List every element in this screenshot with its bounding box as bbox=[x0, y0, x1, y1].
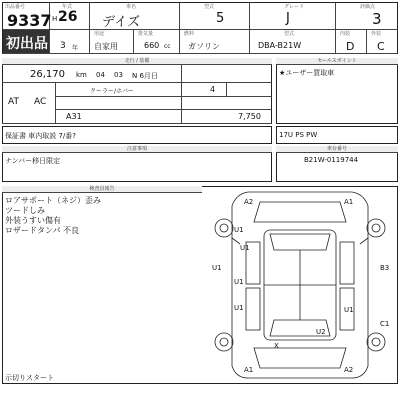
model-name: デイズ bbox=[102, 15, 140, 30]
mileage-unit: km bbox=[76, 71, 87, 79]
mark-left-rear-door: U1 bbox=[234, 278, 244, 286]
mark-rear-left: A1 bbox=[244, 366, 254, 374]
notes-title: ナンバー移日限定 bbox=[5, 157, 61, 165]
seats-right bbox=[227, 83, 272, 97]
inspection-line-4: ロザードタンパ 不良 bbox=[5, 226, 79, 235]
interior-grade: D bbox=[346, 40, 355, 53]
color-code: A31 bbox=[66, 112, 82, 121]
mileage-value: 26,170 bbox=[30, 69, 65, 80]
exterior-grade: C bbox=[377, 40, 385, 53]
mark-left-front-door: U1 bbox=[240, 244, 250, 252]
color-cell bbox=[56, 110, 182, 124]
shaken-note: N 6月日 bbox=[132, 72, 158, 80]
frame-number: B21W-0119744 bbox=[304, 156, 359, 164]
price-note: 7,750 bbox=[238, 112, 261, 121]
equip-row3-right bbox=[182, 97, 272, 110]
price-cell bbox=[182, 110, 272, 124]
mark-rear-right: A2 bbox=[344, 366, 354, 374]
tire-info: 17U PS PW bbox=[279, 131, 318, 139]
mark-left-side: U1 bbox=[212, 264, 222, 272]
equipment-header: 走行 / 装備 bbox=[2, 58, 272, 65]
mark-right-side: B3 bbox=[380, 264, 390, 272]
transmission-cell bbox=[2, 83, 56, 124]
remarks-label: ★ユーザー買取車 bbox=[279, 69, 335, 77]
seats: 4 bbox=[210, 85, 216, 94]
first-reg-cell bbox=[2, 30, 50, 54]
grade: J bbox=[286, 11, 290, 26]
cooler-label: クーラー/ホバー bbox=[90, 88, 135, 95]
fuel-cell: 燃料 ガソリン bbox=[180, 30, 250, 54]
mark-rear-center: U2 bbox=[316, 328, 326, 336]
shaken-month: 03 bbox=[114, 71, 123, 79]
inspection-footer: 示切りスタート bbox=[5, 374, 54, 382]
score: 3 bbox=[372, 10, 382, 28]
seats-cell bbox=[182, 83, 227, 97]
inspection-line-2: ツードしみ bbox=[5, 206, 45, 215]
mark-x: X bbox=[274, 342, 279, 350]
car-diagram bbox=[204, 188, 396, 382]
fuel: ガソリン bbox=[188, 42, 220, 51]
model-code: DBA-B21W bbox=[258, 41, 302, 50]
frame-header: 車台番号 bbox=[276, 146, 398, 153]
mark-left-rear: U1 bbox=[234, 304, 244, 312]
grade-code-cell: 型式 5 bbox=[180, 2, 250, 30]
lot-cell: 出品番号 9337 bbox=[2, 2, 50, 30]
doors: 3 bbox=[60, 41, 66, 51]
warranty: 保証書 車内取説 7/番? bbox=[5, 132, 76, 140]
grade-cell: グレード J bbox=[250, 2, 336, 30]
equip-row3 bbox=[56, 97, 182, 110]
doors-cell bbox=[50, 30, 90, 54]
year-prefix: H bbox=[52, 15, 58, 23]
mileage-cell bbox=[2, 65, 182, 83]
mark-left-front-wheel: U1 bbox=[234, 226, 244, 234]
cooler-cell bbox=[56, 83, 182, 97]
mark-front-left: A2 bbox=[244, 198, 254, 206]
year-cell: 年式 H 26 bbox=[50, 2, 90, 30]
usage-cell: 用途 自家用 bbox=[90, 30, 134, 54]
first-reg-badge: 初出品 bbox=[6, 36, 48, 52]
score-cell: 評価点 3 bbox=[336, 2, 398, 30]
inspection-header: 検査員報告 bbox=[2, 186, 202, 193]
doors-unit: 年 bbox=[72, 45, 79, 52]
displacement-cell: 排気量 660 cc bbox=[134, 30, 180, 54]
model-cell: 車名 デイズ bbox=[90, 2, 180, 30]
model-code-cell: 型式 DBA-B21W bbox=[250, 30, 336, 54]
inspection-line-1: ロアサポート（ネジ）歪み bbox=[5, 196, 101, 205]
transmission: AT bbox=[8, 97, 19, 107]
shaken-year: 04 bbox=[96, 71, 105, 79]
notes-header: 注意事項 bbox=[2, 146, 272, 153]
exterior-grade-cell: 外装 C bbox=[367, 30, 398, 54]
mark-right-rear: U1 bbox=[344, 306, 354, 314]
inspection-line-3: 外装うすい傷有 bbox=[5, 216, 61, 225]
aircon: AC bbox=[34, 97, 47, 107]
displacement: 660 bbox=[144, 41, 160, 50]
grade-code: 5 bbox=[216, 11, 225, 26]
year-value: 26 bbox=[58, 9, 78, 25]
remarks-header: セールスポイント bbox=[276, 58, 398, 65]
usage: 自家用 bbox=[94, 42, 118, 51]
displacement-unit: cc bbox=[164, 43, 171, 50]
lot-number: 9337 bbox=[7, 11, 52, 30]
equip-top-right bbox=[182, 65, 272, 83]
mark-front-right: A1 bbox=[344, 198, 354, 206]
mark-right-rear-wheel: C1 bbox=[380, 320, 390, 328]
interior-grade-cell: 内装 D bbox=[336, 30, 367, 54]
